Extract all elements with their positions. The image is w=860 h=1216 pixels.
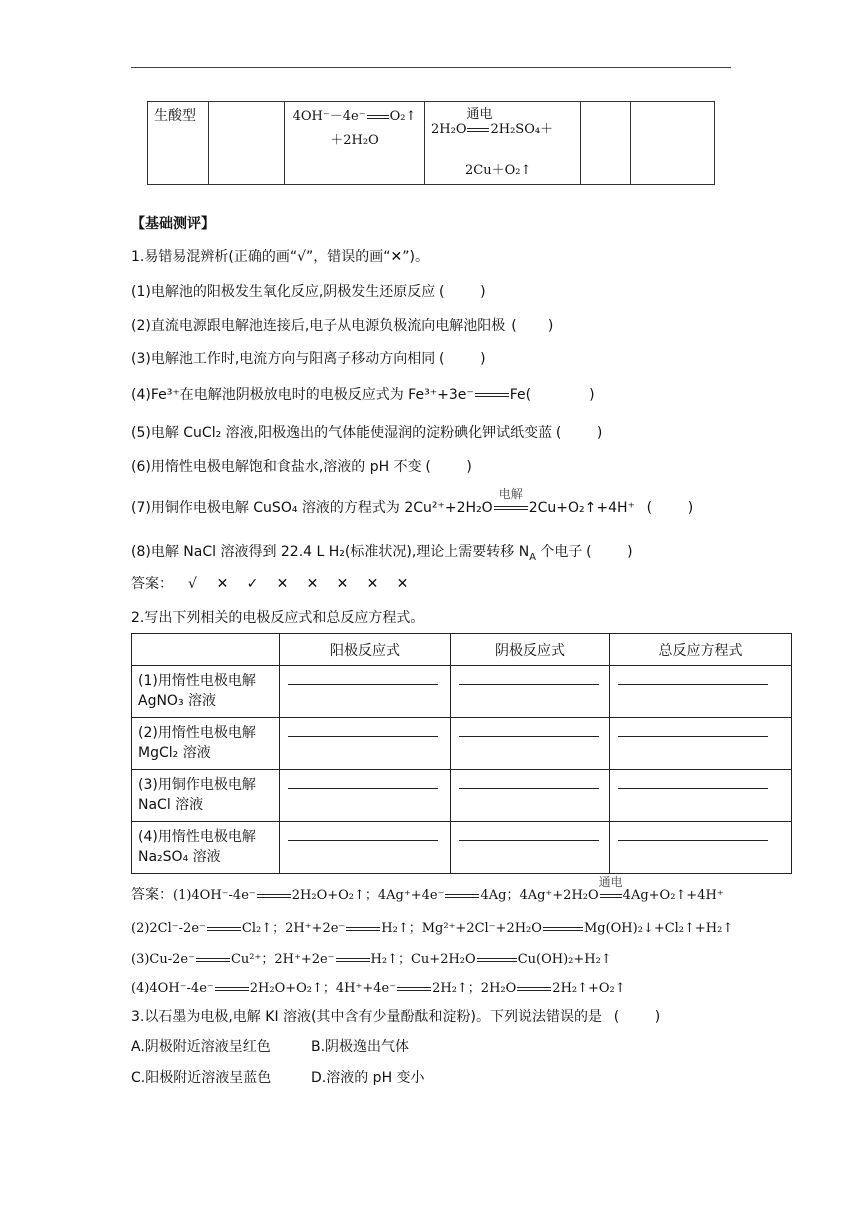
section-title: 【基础测评】 bbox=[131, 216, 215, 232]
q2-answer-1: 答案：(1)4OH⁻-4e⁻ 2H₂O+O₂↑；4Ag⁺+4e⁻ 4Ag；4Ag⁺+2H₂O 通电 4Ag+O₂↑+4H⁺ bbox=[131, 875, 724, 903]
header-cell: 阳极反应式 bbox=[280, 634, 451, 666]
blank-cell[interactable] bbox=[280, 666, 451, 718]
empty-cell bbox=[209, 102, 285, 185]
item-text: (6)用惰性电极电解饱和食盐水,溶液的 pH 不变 bbox=[131, 459, 422, 475]
blank-cell[interactable] bbox=[610, 822, 792, 874]
blank-cell[interactable] bbox=[451, 770, 610, 822]
blank-cell[interactable] bbox=[451, 718, 610, 770]
q1-title: 1.易错易混辨析(正确的画“√”，错误的画“✕”)。 bbox=[131, 249, 429, 265]
q1-item-7 bbox=[131, 487, 705, 517]
table-row bbox=[132, 822, 792, 874]
item-text: (4)Fe³⁺在电解池阴极放电时的电极反应式为 Fe³⁺+3e⁻ bbox=[131, 387, 474, 403]
row-label: (3)用铜作电极电解 NaCl 溶液 bbox=[132, 770, 280, 822]
answer-label: 答案： bbox=[131, 887, 173, 903]
header-cell bbox=[132, 634, 280, 666]
row-label: (1)用惰性电极电解 AgNO₃ 溶液 bbox=[132, 666, 280, 718]
item-text: (2)直流电源跟电解池连接后,电子从电源负极流向电解池阳极 bbox=[131, 318, 506, 334]
item-text: (3)电解池工作时,电流方向与阳离子移动方向相同 bbox=[131, 351, 436, 367]
q2-table bbox=[131, 633, 792, 874]
row-label: (2)用惰性电极电解 MgCl₂ 溶液 bbox=[132, 718, 280, 770]
answer-mark: ✕ bbox=[366, 576, 379, 592]
answer-paren: ( ) bbox=[425, 459, 472, 475]
anode-part3: ＋2H₂O bbox=[330, 133, 379, 148]
option-a[interactable]: A.阴极附近溶液呈红色 bbox=[131, 1039, 271, 1055]
item-text: 个电子 bbox=[535, 544, 583, 560]
header-cell: 阴极反应式 bbox=[451, 634, 610, 666]
answer-paren: ( ) bbox=[511, 318, 554, 334]
total-left: 2H₂O bbox=[431, 122, 467, 137]
q1-item-3 bbox=[131, 348, 489, 368]
q1-item-1 bbox=[131, 281, 489, 301]
q3-options-row2 bbox=[131, 1067, 425, 1087]
answer-paren: ( ) bbox=[646, 500, 694, 516]
table-row bbox=[132, 666, 792, 718]
table-row bbox=[132, 718, 792, 770]
total-right: 2H₂SO₄＋ bbox=[490, 122, 554, 137]
question-text: 3.以石墨为电极,电解 KI 溶液(其中含有少量酚酞和淀粉)。下列说法错误的是 bbox=[131, 1009, 602, 1025]
q2-answer-3: (3)Cu-2e⁻ Cu²⁺；2H⁺+2e⁻ H₂↑；Cu+2H₂O Cu(OH)₂+H₂↑ bbox=[131, 952, 612, 967]
q1-item-8 bbox=[131, 541, 636, 561]
blank-cell[interactable] bbox=[280, 822, 451, 874]
option-b[interactable]: B.阴极逸出气体 bbox=[311, 1039, 410, 1055]
row-label: (4)用惰性电极电解 Na₂SO₄ 溶液 bbox=[132, 822, 280, 874]
item-tail: 2Cu+O₂↑+4H⁺ bbox=[528, 500, 635, 516]
q1-item-5 bbox=[131, 422, 606, 442]
item-text: (8)电解 NaCl 溶液得到 22.4 L H₂(标准状况),理论上需要转移 N bbox=[131, 544, 530, 560]
q3-title bbox=[131, 1006, 672, 1026]
arrow-label: 通电 bbox=[466, 107, 493, 122]
arrow-label: 电解 bbox=[498, 487, 523, 501]
type-label: 生酸型 bbox=[148, 102, 209, 185]
total-line2: 2Cu＋O₂↑ bbox=[465, 163, 532, 178]
header-rule bbox=[131, 67, 731, 68]
answer-paren: ( ) bbox=[586, 544, 633, 560]
electrolysis-type-table bbox=[147, 101, 715, 185]
option-c[interactable]: C.阳极附近溶液呈蓝色 bbox=[131, 1070, 272, 1086]
blank-cell[interactable] bbox=[610, 666, 792, 718]
anode-part2: O₂↑ bbox=[389, 109, 417, 124]
q1-item-2 bbox=[131, 315, 559, 335]
answer-mark: ✕ bbox=[396, 576, 409, 592]
arrow-label: 通电 bbox=[598, 875, 623, 889]
item-text: (1)电解池的阳极发生氧化反应,阴极发生还原反应 bbox=[131, 284, 436, 300]
equals-sign bbox=[475, 393, 509, 397]
blank-cell[interactable] bbox=[280, 770, 451, 822]
answer-mark: ✓ bbox=[246, 576, 259, 592]
table-header-row bbox=[132, 634, 792, 666]
answer-mark: √ bbox=[187, 576, 197, 592]
reaction-arrow bbox=[493, 487, 529, 516]
q1-item-6 bbox=[131, 456, 476, 476]
header-cell: 总反应方程式 bbox=[610, 634, 792, 666]
answer-paren: ( ) bbox=[439, 351, 486, 367]
q1-item-4: (4)Fe³⁺在电解池阴极放电时的电极反应式为 Fe³⁺+3e⁻ Fe( ) bbox=[131, 387, 595, 403]
option-d[interactable]: D.溶液的 pH 变小 bbox=[311, 1070, 425, 1086]
blank-cell[interactable] bbox=[280, 718, 451, 770]
answer-paren: ( ) bbox=[439, 284, 486, 300]
q2-answer-2: (2)2Cl⁻-2e⁻ Cl₂↑；2H⁺+2e⁻ H₂↑；Mg²⁺+2Cl⁻+2H₂O Mg(OH)₂↓+Cl₂↑+H₂↑ bbox=[131, 921, 734, 936]
item-text: (5)电解 CuCl₂ 溶液,阳极逸出的气体能使湿润的淀粉碘化钾试纸变蓝 bbox=[131, 425, 553, 441]
answer-paren: ( ) bbox=[613, 1009, 661, 1025]
reaction-arrow bbox=[466, 107, 493, 140]
q1-answer bbox=[131, 573, 417, 593]
answer-mark: ✕ bbox=[276, 576, 289, 592]
subscript: A bbox=[529, 551, 536, 563]
answer-mark: ✕ bbox=[306, 576, 319, 592]
equals-sign bbox=[367, 115, 389, 119]
answer-mark: ✕ bbox=[336, 576, 349, 592]
blank-cell[interactable] bbox=[451, 666, 610, 718]
answer-mark: ✕ bbox=[216, 576, 229, 592]
empty-cell bbox=[581, 102, 631, 185]
total-reaction-cell bbox=[425, 102, 581, 185]
blank-cell[interactable] bbox=[610, 770, 792, 822]
anode-reaction-cell bbox=[285, 102, 425, 185]
anode-part1: 4OH⁻－4e⁻ bbox=[292, 109, 366, 124]
blank-cell[interactable] bbox=[451, 822, 610, 874]
table-row bbox=[132, 770, 792, 822]
q2-title: 2.写出下列相关的电极反应式和总反应方程式。 bbox=[131, 610, 425, 626]
answer-marks bbox=[177, 576, 417, 592]
q3-options-row1 bbox=[131, 1036, 409, 1056]
empty-cell bbox=[631, 102, 715, 185]
item-tail: Fe( bbox=[509, 387, 532, 403]
item-text: (7)用铜作电极电解 CuSO₄ 溶液的方程式为 2Cu²⁺+2H₂O bbox=[131, 500, 493, 516]
reaction-arrow bbox=[598, 875, 623, 903]
blank-cell[interactable] bbox=[610, 718, 792, 770]
answer-paren: ( ) bbox=[555, 425, 603, 441]
answer-label: 答案： bbox=[131, 576, 173, 592]
q2-answer-4: (4)4OH⁻-4e⁻ 2H₂O+O₂↑；4H⁺+4e⁻ 2H₂↑；2H₂O 2H₂↑+O₂↑ bbox=[131, 981, 626, 996]
